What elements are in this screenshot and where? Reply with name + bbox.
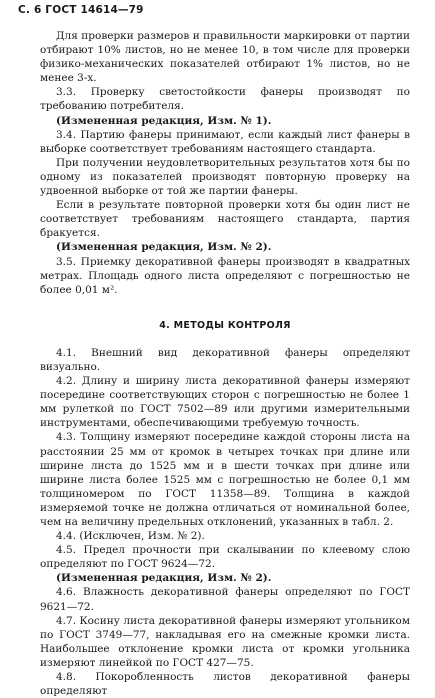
paragraph-4-7: 4.7. Косину листа декоративной фанеры измеряют угольником по ГОСТ 3749—77, накладывая его на смежные кромки листа. Наибольшее отклонение кромки листа от кромки угольника измеряют линейкой по ГОСТ 427—75. bbox=[40, 614, 410, 669]
page-header: С. 6 ГОСТ 14614—79 bbox=[18, 4, 144, 16]
document-body bbox=[40, 29, 410, 698]
section-4-paragraphs bbox=[40, 346, 410, 698]
paragraph-reject: Если в результате повторной проверки хотя бы один лист не соответствует требованиям настоящего стандарта, партия бракуется. bbox=[40, 199, 410, 240]
paragraph-4-3: 4.3. Толщину измеряют посередине каждой стороны листа на расстоянии 25 мм от кромок в четырех точках при длине или ширине листа до 1525 мм и в шести точках при длине или ширине листа более 1525 мм с погрешностью не более 0,1 мм толщиномером по ГОСТ 11358—89. Толщина в каждой измеряемой точке не должна отличаться от номинальной более, чем на величину предельных отклонений, указанных в табл. 2. bbox=[40, 431, 410, 528]
paragraph-4-2: 4.2. Длину и ширину листа декоративной фанеры измеряют посередине соответствующих сторон с погрешностью не более 1 мм рулеткой по ГОСТ 7502—89 или другими измерительными инструментами, обеспечивающими требуемую точность. bbox=[40, 375, 410, 430]
paragraph-4-5: 4.5. Предел прочности при скалывании по клеевому слою определяют по ГОСТ 9624—72. bbox=[40, 544, 410, 571]
paragraph-4-4: 4.4. (Исключен, Изм. № 2). bbox=[56, 530, 205, 543]
section-3-paragraphs bbox=[40, 29, 410, 297]
paragraph-4-8: 4.8. Покоробленность листов декоративной фанеры определяют bbox=[40, 671, 410, 698]
revision-note: (Измененная редакция, Изм. № 2). bbox=[56, 241, 272, 254]
paragraph-sampling: Для проверки размеров и правильности маркировки от партии отбирают 10% листов, но не менее 10, в том числе для проверки физико-механических показателей отбирают 1% листов, но не менее 3-х. bbox=[40, 30, 410, 85]
revision-note: (Измененная редакция, Изм. № 1). bbox=[56, 114, 272, 127]
paragraph-4-6: 4.6. Влажность декоративной фанеры определяют по ГОСТ 9621—72. bbox=[40, 586, 410, 613]
paragraph-3-5: 3.5. Приемку декоративной фанеры производят в квадратных метрах. Площадь одного листа определяют с погрешностью не более 0,01 м². bbox=[40, 255, 410, 296]
paragraph-retest: При получении неудовлетворительных результатов хотя бы по одному из показателей производят повторную проверку на удвоенной выборке от той же партии фанеры. bbox=[40, 156, 410, 198]
paragraph-3-3: 3.3. Проверку светостойкости фанеры производят по требованию потребителя. bbox=[40, 86, 410, 113]
paragraph-4-1: 4.1. Внешний вид декоративной фанеры определяют визуально. bbox=[40, 346, 410, 373]
paragraph-3-4: 3.4. Партию фанеры принимают, если каждый лист фанеры в выборке соответствует требованиям настоящего стандарта. bbox=[40, 128, 410, 155]
revision-note: (Измененная редакция, Изм. № 2). bbox=[56, 572, 272, 585]
section-title: 4. МЕТОДЫ КОНТРОЛЯ bbox=[159, 319, 291, 331]
